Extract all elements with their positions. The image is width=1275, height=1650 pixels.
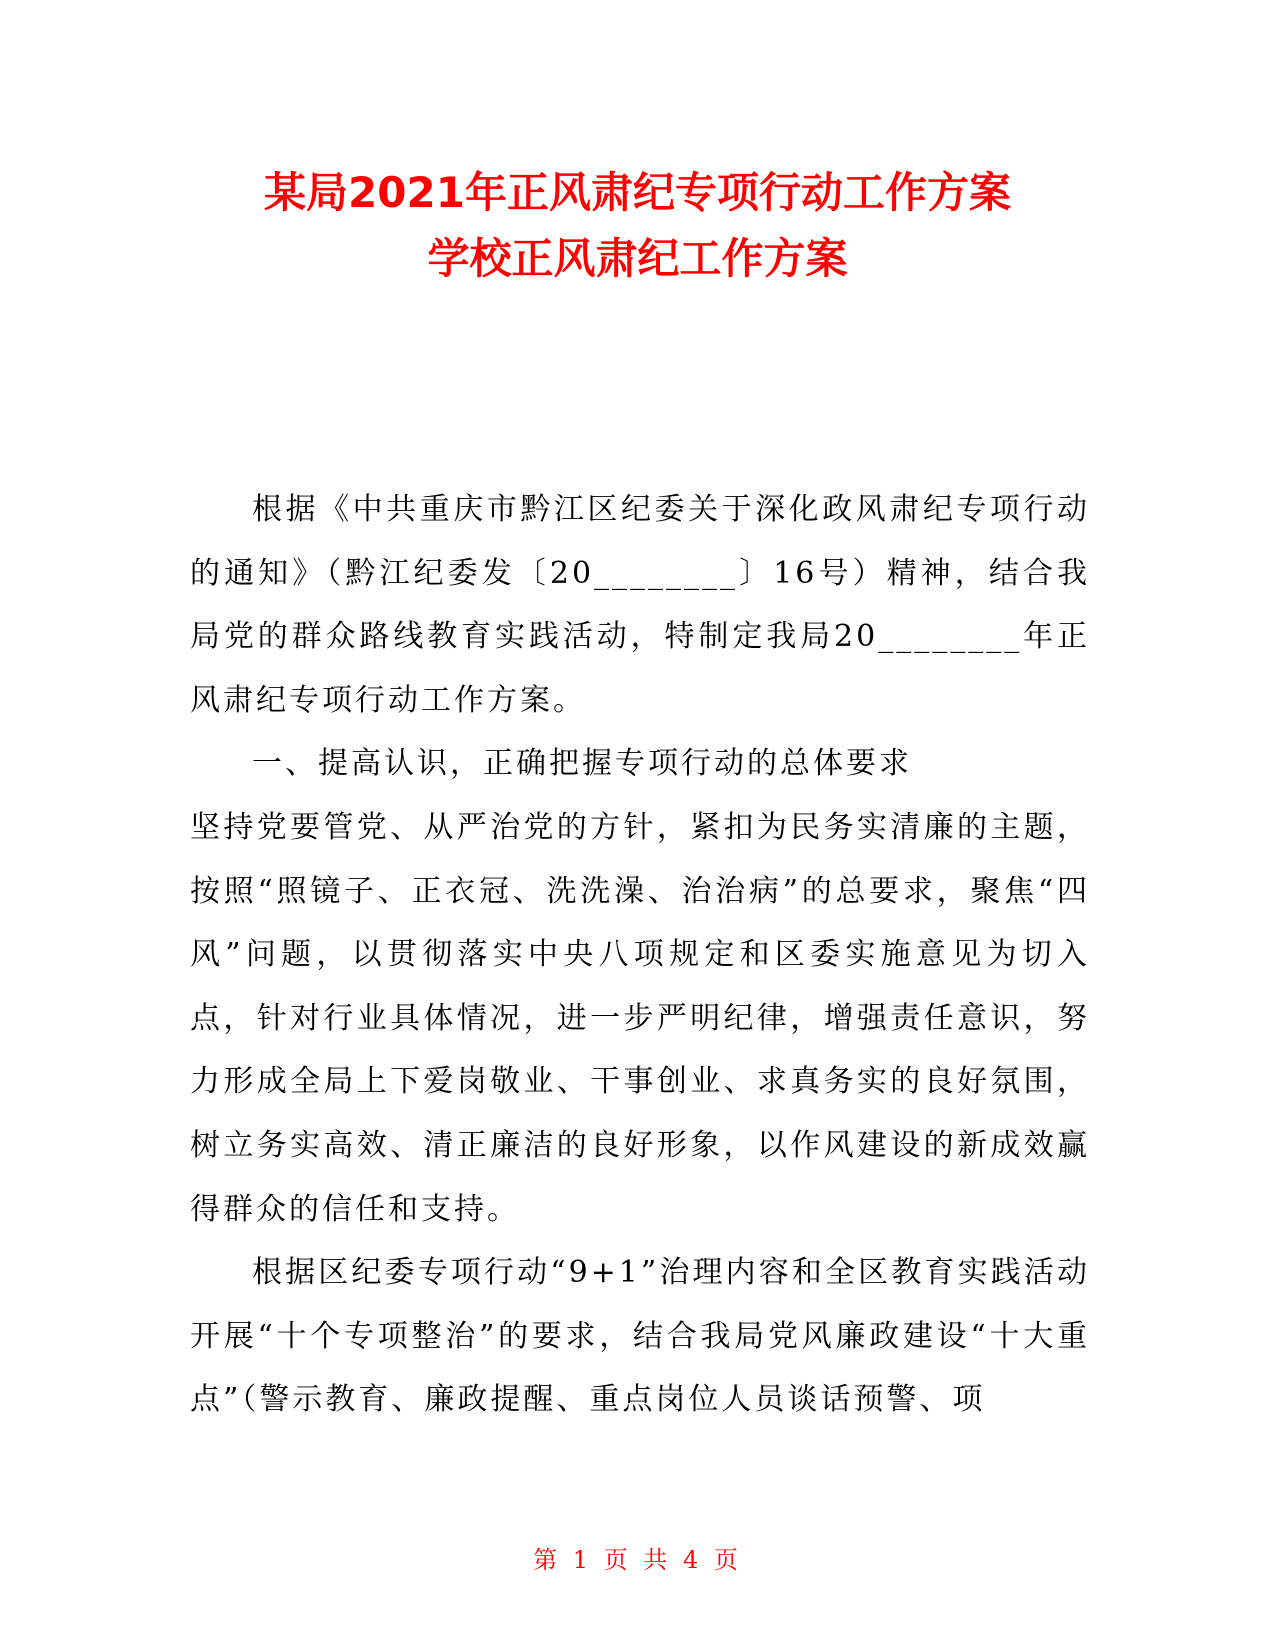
document-title	[0, 160, 1275, 292]
title-line-1: 某局2021年正风肃纪专项行动工作方案	[264, 168, 1011, 217]
title-line-2: 学校正风肃纪工作方案	[427, 234, 848, 283]
document-body	[190, 478, 1090, 1432]
section-heading-1: 一、提高认识，正确把握专项行动的总体要求	[252, 746, 912, 782]
paragraph-intro: 根据《中共重庆市黔江区纪委关于深化政风肃纪专项行动的通知》（黔江纪委发〔20________〕16号）精神，结合我局党的群众路线教育实践活动，特制定我局20________年正风肃纪专项行动工作方案。	[190, 492, 1090, 718]
page-number-footer: 第 1 页 共 4 页	[533, 1546, 742, 1574]
paragraph-requirements: 坚持党要管党、从严治党的方针，紧扣为民务实清廉的主题，按照“照镜子、正衣冠、洗洗澡、治治病”的总要求，聚焦“四风”问题，以贯彻落实中央八项规定和区委实施意见为切入点，针对行业具体情况，进一步严明纪律，增强责任意识，努力形成全局上下爱岗敬业、干事创业、求真务实的良好氛围，树立务实高效、清正廉洁的良好形象，以作风建设的新成效赢得群众的信任和支持。	[190, 809, 1090, 1227]
paragraph-basis: 根据区纪委专项行动“9+1”治理内容和全区教育实践活动开展“十个专项整治”的要求，结合我局党风廉政建设“十大重点”（警示教育、廉政提醒、重点岗位人员谈话预警、项	[190, 1255, 1090, 1418]
